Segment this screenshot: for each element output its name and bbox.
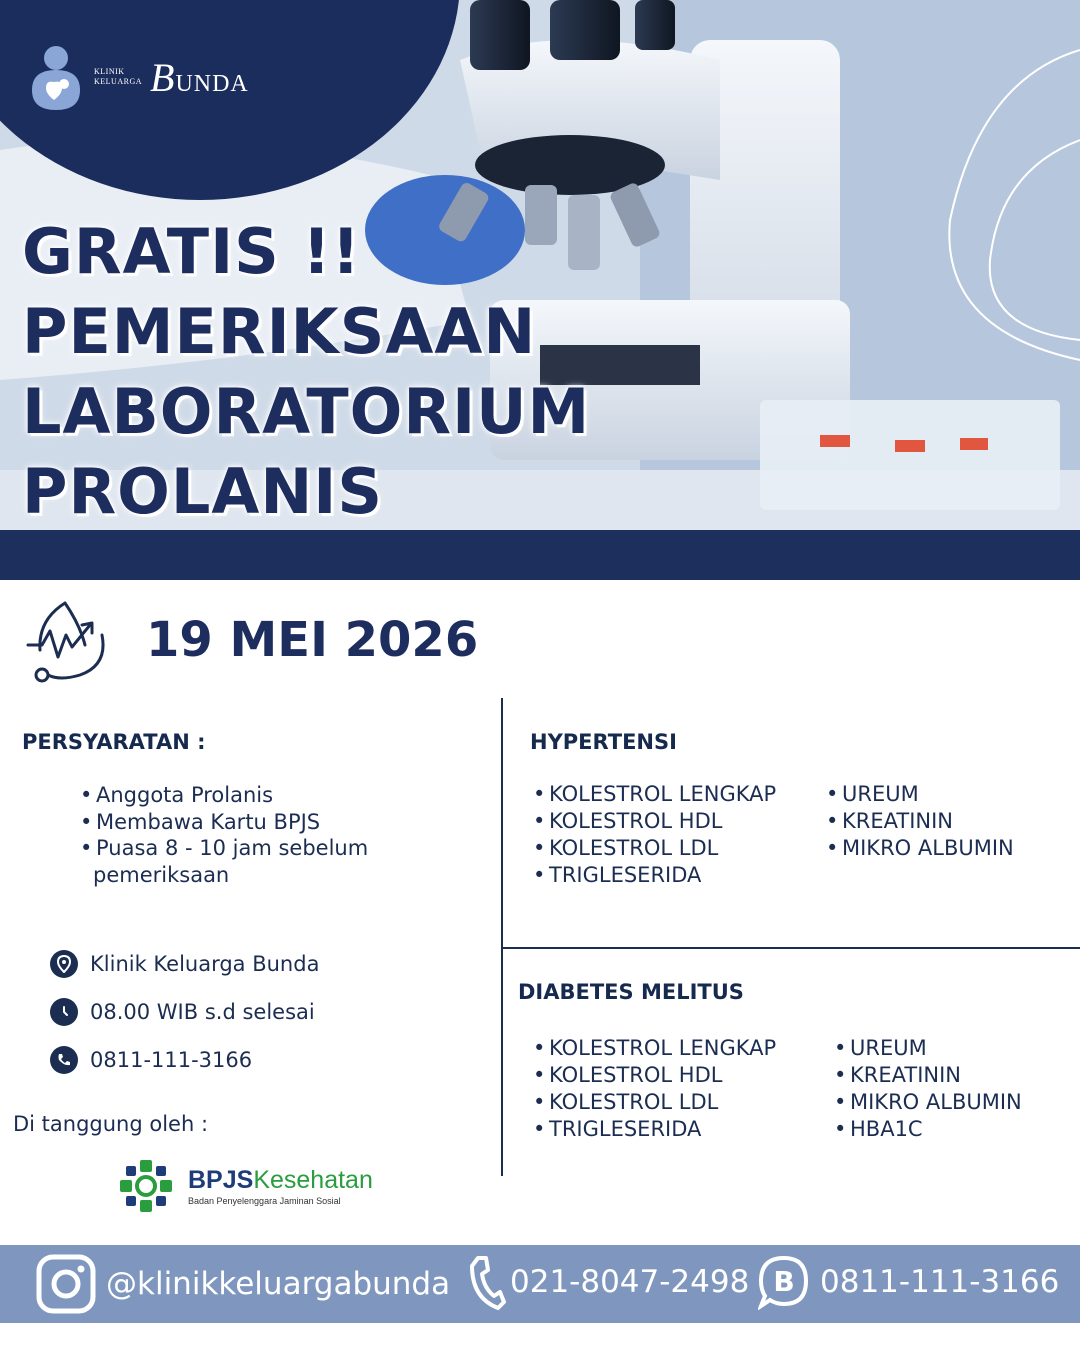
list-item: • KOLESTROL HDL xyxy=(533,1062,813,1089)
list-item: • TRIGLESERIDA xyxy=(533,1116,813,1143)
list-item: • Puasa 8 - 10 jam sebelum xyxy=(80,835,480,862)
horizontal-divider xyxy=(503,947,1080,949)
bpjs-subtitle: Badan Penyelenggara Jaminan Sosial xyxy=(188,1196,341,1206)
logo-rest: UNDA xyxy=(175,70,249,97)
bpjs-emblem-icon xyxy=(118,1158,174,1214)
list-item: • KREATININ xyxy=(826,808,1066,835)
mother-child-icon xyxy=(28,44,84,110)
list-item: • MIKRO ALBUMIN xyxy=(834,1089,1074,1116)
logo-small-text xyxy=(94,67,142,87)
list-item: • Anggota Prolanis xyxy=(80,782,480,809)
hypertension-title: HYPERTENSI xyxy=(530,730,677,754)
info-location xyxy=(50,950,319,978)
logo-initial: B xyxy=(150,54,176,100)
whatsapp-business-contact[interactable] xyxy=(758,1254,1059,1310)
health-chart-icon xyxy=(20,595,112,687)
list-item: • UREUM xyxy=(834,1035,1074,1062)
logo-bunda xyxy=(150,54,249,101)
list-item: • KOLESTROL LDL xyxy=(533,1089,813,1116)
hypertension-list-2 xyxy=(826,781,1066,862)
info-phone xyxy=(50,1046,252,1074)
list-item: • TRIGLESERIDA xyxy=(533,862,813,889)
telephone-contact[interactable] xyxy=(468,1254,749,1310)
phone-icon xyxy=(50,1046,78,1074)
svg-text:B: B xyxy=(773,1265,795,1298)
diabetes-list-2 xyxy=(834,1035,1074,1143)
list-item: • KOLESTROL LENGKAP xyxy=(533,781,813,808)
headline xyxy=(22,212,662,532)
headline-line-4: PROLANIS xyxy=(22,455,383,528)
clock-icon xyxy=(50,998,78,1026)
instagram-icon xyxy=(36,1254,96,1314)
requirements-list xyxy=(80,782,480,888)
instagram-contact[interactable] xyxy=(36,1254,450,1314)
hero-banner xyxy=(0,0,1080,580)
telephone-number[interactable]: 021-8047-2498 xyxy=(510,1264,750,1300)
contact-footer xyxy=(0,1245,1080,1323)
phone-text[interactable]: 0811-111-3166 xyxy=(90,1048,253,1072)
list-item: • KOLESTROL HDL xyxy=(533,808,813,835)
hypertension-list-1 xyxy=(533,781,813,889)
headline-line-3: LABORATORIUM xyxy=(22,375,591,448)
headline-line-2: PEMERIKSAAN xyxy=(22,295,537,368)
hero-band xyxy=(0,530,1080,580)
whatsapp-business-icon xyxy=(758,1254,810,1310)
location-pin-icon xyxy=(50,950,78,978)
list-item: • KREATININ xyxy=(834,1062,1074,1089)
bpjs-name-b: Kesehatan xyxy=(253,1166,373,1194)
bpjs-logo xyxy=(118,1158,373,1214)
hours-text: 08.00 WIB s.d selesai xyxy=(90,1000,315,1024)
list-item: • UREUM xyxy=(826,781,1066,808)
diabetes-title: DIABETES MELITUS xyxy=(518,980,744,1004)
list-item: • KOLESTROL LENGKAP xyxy=(533,1035,813,1062)
location-text: Klinik Keluarga Bunda xyxy=(90,952,320,976)
logo-line-keluarga: KELUARGA xyxy=(94,77,142,86)
info-hours xyxy=(50,998,315,1026)
list-item-continuation: pemeriksaan xyxy=(93,862,230,887)
vertical-divider xyxy=(501,698,503,1176)
bpjs-text xyxy=(188,1166,373,1206)
event-date: 19 MEI 2026 xyxy=(146,612,479,668)
list-item: • KOLESTROL LDL xyxy=(533,835,813,862)
instagram-handle[interactable]: @klinikkeluargabunda xyxy=(106,1266,451,1302)
bpjs-name xyxy=(188,1166,373,1195)
bpjs-name-a: BPJS xyxy=(188,1166,254,1194)
list-item: • MIKRO ALBUMIN xyxy=(826,835,1066,862)
list-item: • HBA1C xyxy=(834,1116,1074,1143)
clinic-logo xyxy=(28,44,249,110)
whatsapp-business-number[interactable]: 0811-111-3166 xyxy=(820,1264,1060,1300)
requirements-title: PERSYARATAN : xyxy=(22,730,206,754)
telephone-icon xyxy=(468,1254,506,1310)
list-item: • Membawa Kartu BPJS xyxy=(80,809,480,836)
logo-line-klinik: KLINIK xyxy=(94,67,125,76)
diabetes-list-1 xyxy=(533,1035,813,1143)
covered-by-label: Di tanggung oleh : xyxy=(13,1112,209,1136)
headline-line-1: GRATIS !! xyxy=(22,215,361,288)
